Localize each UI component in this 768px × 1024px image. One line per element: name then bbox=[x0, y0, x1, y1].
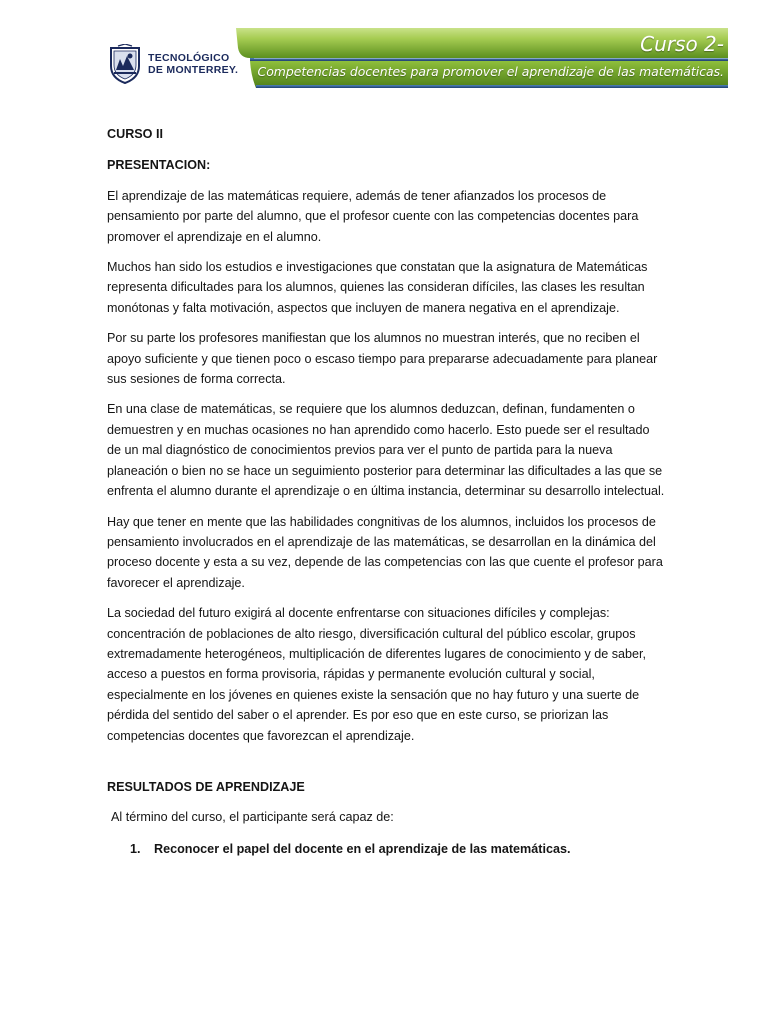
document-header bbox=[0, 0, 768, 100]
paragraph: La sociedad del futuro exigirá al docente enfrentarse con situaciones difíciles y complejas: concentración de poblaciones de alto riesgo, diversificación cultural del público escolar, grupos extremadamente heterogéneos, multiplicación de diferentes lugares de conocimiento y de saber, acceso a puestos en forma provisoria, rápidas y permanente evolución cultural y social, especialmente en los jóvenes en quienes existe la sensación que no hay futuro y una suerte de pérdida del sentido del saber o el aprender. Es por eso que en este curso, se priorizan las competencias docentes que favorezcan el aprendizaje. bbox=[107, 606, 647, 743]
objective-number: 1. bbox=[130, 841, 141, 856]
paragraph: En una clase de matemáticas, se requiere que los alumnos deduzcan, definan, fundamenten o demuestren y en muchas ocasiones no han aprendido como hacerlo. Esto puede ser el resultado de un mal diagnóstico de conocimientos previos para ver el punto de partida para la nueva planeación o bien no se hace un seguimiento posterior para determinar las dificultades a las que se enfrenta el alumno durante el aprendizaje o en última instancia, determinar su desarrollo intelectual. bbox=[107, 402, 665, 499]
banner-subtitle: Competencias docentes para promover el aprendizaje de las matemáticas. bbox=[257, 64, 724, 79]
institution-logo bbox=[108, 44, 238, 84]
objectives-list bbox=[107, 839, 667, 859]
course-heading: CURSO II bbox=[107, 127, 163, 141]
university-seal-icon bbox=[108, 44, 142, 84]
paragraph: Hay que tener en mente que las habilidades congnitivas de los alumnos, incluidos los procesos de pensamiento involucrados en el aprendizaje de las matemáticas, se desarrollan en la dinámica del proceso docente y esta a su vez, depende de las competencias con las que cuente el profesor para favorecer el aprendizaje. bbox=[107, 514, 663, 590]
logo-line-1: TECNOLÓGICO bbox=[148, 52, 230, 64]
logo-line-2: DE MONTERREY. bbox=[148, 64, 239, 76]
paragraph: El aprendizaje de las matemáticas requiere, además de tener afianzados los procesos de pensamiento por parte del alumno, que el profesor cuente con las competencias docentes para promover el aprendizaje en el alumno. bbox=[107, 188, 639, 244]
paragraph: Muchos han sido los estudios e investigaciones que constatan que la asignatura de Matemáticas representa dificultades para los alumnos, quienes las consideran difíciles, las clases les resultan monótonas y falta motivación, aspectos que incluyen de manera negativa en el aprendizaje. bbox=[107, 260, 648, 315]
logo-wordmark bbox=[148, 52, 238, 76]
objective-text: Reconocer el papel del docente en el aprendizaje de las matemáticas. bbox=[154, 841, 571, 856]
document-body bbox=[107, 124, 667, 859]
results-intro: Al término del curso, el participante será capaz de: bbox=[111, 810, 394, 825]
paragraph: Por su parte los profesores manifiestan que los alumnos no muestran interés, que no reciben el apoyo suficiente y que tienen poco o escaso tiempo para prepararse adecuadamente para planear sus sesiones de forma correcta. bbox=[107, 331, 658, 387]
results-heading: RESULTADOS DE APRENDIZAJE bbox=[107, 779, 305, 794]
banner-title: Curso 2- bbox=[640, 32, 724, 56]
presentation-heading: PRESENTACION: bbox=[107, 158, 211, 173]
course-banner bbox=[236, 28, 728, 90]
list-item bbox=[107, 839, 667, 859]
